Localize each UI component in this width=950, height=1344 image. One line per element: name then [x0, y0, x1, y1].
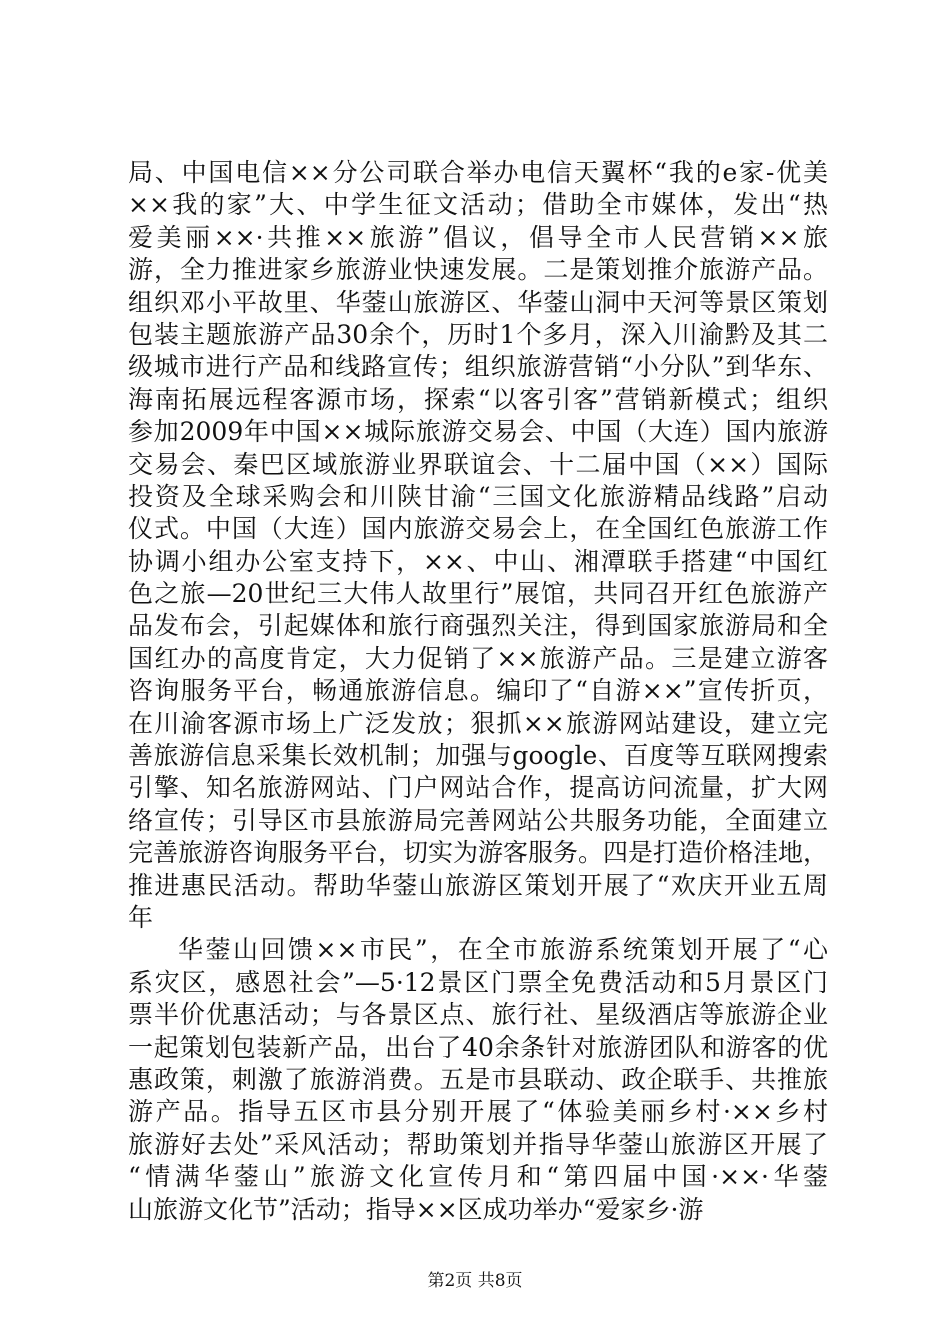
text-line: 色之旅—20世纪三大伟人故里行”展馆，共同召开红色旅游产: [128, 579, 828, 609]
text-line: 一起策划包装新产品，出台了40余条针对旅游团队和游客的优: [128, 1032, 828, 1062]
text-line: 参加2009年中国××城际旅游交易会、中国（大连）国内旅游: [128, 417, 828, 447]
text-line: 山旅游文化节”活动；指导××区成功举办“爱家乡·游: [128, 1194, 704, 1224]
paragraph: [128, 157, 828, 934]
text-line: 络宣传；引导区市县旅游局完善网站公共服务功能，全面建立: [128, 805, 828, 835]
text-line: 推进惠民活动。帮助华蓥山旅游区策划开展了“欢庆开业五周: [128, 870, 828, 900]
text-line: 投资及全球采购会和川陕甘渝“三国文化旅游精品线路”启动: [128, 481, 828, 511]
text-line: 协调小组办公室支持下，××、中山、湘潭联手搭建“中国红: [128, 546, 828, 576]
text-line: 包装主题旅游产品30余个，历时1个多月，深入川渝黔及其二: [128, 319, 828, 349]
text-line: 仪式。中国（大连）国内旅游交易会上，在全国红色旅游工作: [128, 514, 828, 544]
text-line: 咨询服务平台，畅通旅游信息。编印了“自游××”宣传折页，: [128, 676, 828, 706]
text-line: 引擎、知名旅游网站、门户网站合作，提高访问流量，扩大网: [128, 773, 828, 803]
text-line: ××我的家”大、中学生征文活动；借助全市媒体，发出“热: [128, 190, 828, 220]
text-line: 国红办的高度肯定，大力促销了××旅游产品。三是建立游客: [128, 643, 828, 673]
text-line: 惠政策，刺激了旅游消费。五是市县联动、政企联手、共推旅: [128, 1064, 828, 1094]
text-line: 年: [128, 902, 154, 932]
text-line: 级城市进行产品和线路宣传；组织旅游营销“小分队”到华东、: [128, 352, 828, 382]
text-line: 票半价优惠活动；与各景区点、旅行社、星级酒店等旅游企业: [128, 1000, 828, 1030]
page-footer: 第2页 共8页: [427, 1271, 523, 1291]
text-line: 交易会、秦巴区域旅游业界联谊会、十二届中国（××）国际: [128, 449, 828, 479]
text-line: 游产品。指导五区市县分别开展了“体验美丽乡村·××乡村: [128, 1097, 828, 1127]
text-line: 游，全力推进家乡旅游业快速发展。二是策划推介旅游产品。: [128, 255, 828, 285]
body-text: [128, 157, 828, 1226]
text-line: 完善旅游咨询服务平台，切实为游客服务。四是打造价格洼地，: [128, 838, 828, 868]
text-line: 爱美丽××·共推××旅游”倡议，倡导全市人民营销××旅: [128, 222, 828, 252]
text-line: 华蓥山回馈××市民”，在全市旅游系统策划开展了“心: [178, 935, 828, 965]
text-line: 海南拓展远程客源市场，探索“以客引客”营销新模式；组织: [128, 384, 828, 414]
text-line: 品发布会，引起媒体和旅行商强烈关注，得到国家旅游局和全: [128, 611, 828, 641]
text-line: 局、中国电信××分公司联合举办电信天翼杯“我的e家-优美: [128, 158, 828, 187]
text-line: 系灾区，感恩社会”—5·12景区门票全免费活动和5月景区门: [128, 967, 828, 997]
text-line: 在川渝客源市场上广泛发放；狠抓××旅游网站建设，建立完: [128, 708, 828, 738]
text-line: “情满华蓥山”旅游文化宣传月和“第四届中国·××·华蓥: [128, 1162, 828, 1192]
text-line: 善旅游信息采集长效机制；加强与google、百度等互联网搜索: [128, 741, 828, 771]
paragraph: [128, 934, 828, 1226]
text-line: 组织邓小平故里、华蓥山旅游区、华蓥山洞中天河等景区策划: [128, 287, 828, 317]
text-line: 旅游好去处”采风活动；帮助策划并指导华蓥山旅游区开展了: [128, 1129, 828, 1159]
